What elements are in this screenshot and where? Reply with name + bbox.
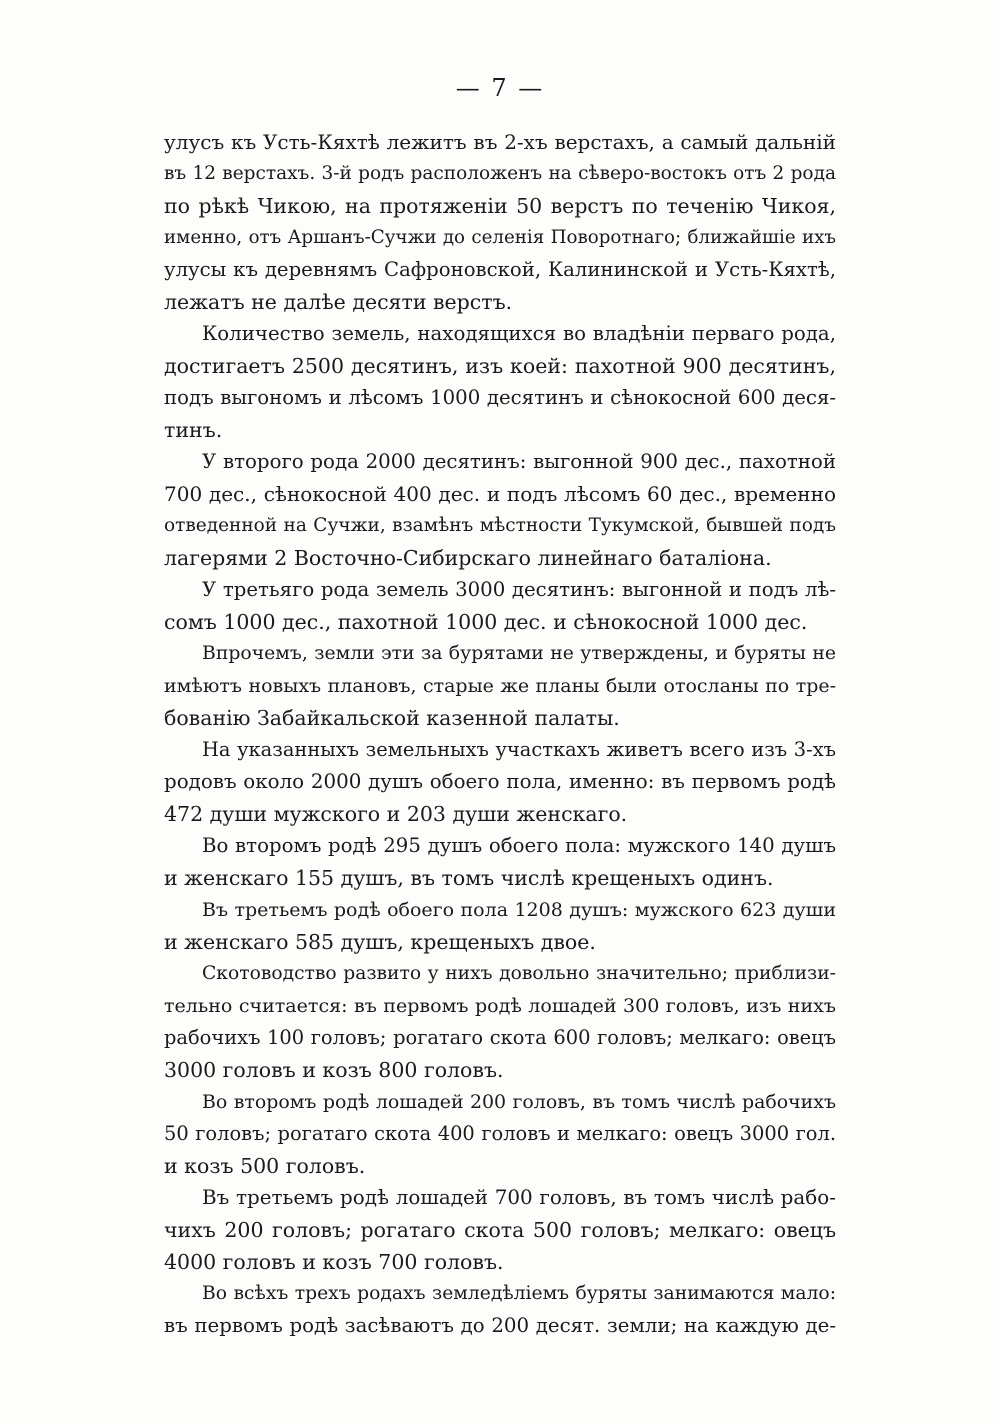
text-line: 50 головъ; рогатаго скота 400 головъ и мелкаго: овецъ 3000 гол. [164,1122,836,1145]
paragraph-9 [164,958,836,1086]
paragraph-5 [164,638,836,734]
text-line: Впрочемъ, земли эти за бурятами не утверждены, и буряты не [202,643,836,664]
text-line: имѣютъ новыхъ плановъ, старые же планы были отосланы по тре- [164,675,836,697]
paragraph-4 [164,574,836,638]
paragraph-3 [164,446,836,574]
paragraph-11 [164,1182,836,1278]
text-line: Въ третьемъ родѣ обоего пола 1208 душъ: мужского 623 души [202,899,836,921]
text-line: лагерями 2 Восточно-Сибирскаго линейнаго баталiона. [164,546,772,570]
text-line: подъ выгономъ и лѣсомъ 1000 десятинъ и сѣнокосной 600 деся- [164,386,836,409]
text-line: сомъ 1000 дес., пахотной 1000 дес. и сѣнокосной 1000 дес. [164,610,808,634]
text-line: именно, отъ Аршанъ-Сучжи до селенiя Поворотнаго; ближайшiе ихъ [164,227,836,248]
text-line: и женскаго 155 душъ, въ томъ числѣ крещеныхъ одинъ. [164,866,774,890]
text-line: Количество земель, находящихся во владѣнiи перваго рода, [202,322,836,345]
text-line: тинъ. [164,418,223,442]
text-line: Скотоводство развито у нихъ довольно значительно; приблизи- [202,963,836,984]
text-line: Во второмъ родѣ 295 душъ обоего пола: мужского 140 душъ [202,834,836,857]
paragraph-6 [164,734,836,830]
text-line: улусы къ деревнямъ Сафроновской, Калининской и Усть-Кяхтѣ, [164,258,836,281]
text-line: 4000 головъ и козъ 700 головъ. [164,1250,504,1274]
text-line: лежатъ не далѣе десяти верстъ. [164,290,513,314]
text-line: и козъ 500 головъ. [164,1154,366,1178]
paragraph-1 [164,126,836,318]
text-line: бованiю Забайкальской казенной палаты. [164,706,620,730]
text-line: рабочихъ 100 головъ; рогатаго скота 600 головъ; мелкаго: овецъ [164,1026,836,1049]
text-line: Во второмъ родѣ лошадей 200 головъ, въ томъ числѣ рабочихъ [202,1091,836,1113]
text-line: 3000 головъ и козъ 800 головъ. [164,1058,504,1082]
paragraph-12 [164,1278,836,1342]
paragraph-7 [164,830,836,894]
text-line: У второго рода 2000 десятинъ: выгонной 900 дес., пахотной [202,450,836,473]
text-line: достигаетъ 2500 десятинъ, изъ коей: пахотной 900 десятинъ, [164,354,836,378]
text-line: въ 12 верстахъ. 3-й родъ расположенъ на сѣверо-востокъ отъ 2 рода [164,163,836,184]
text-line: чихъ 200 головъ; рогатаго скота 500 головъ; мелкаго: овецъ [164,1218,836,1242]
text-line: и женскаго 585 душъ, крещеныхъ двое. [164,930,596,954]
text-line: улусъ къ Усть-Кяхтѣ лежитъ въ 2-хъ верстахъ, а самый дальнiй [164,130,836,154]
text-line: У третьяго рода земель 3000 десятинъ: выгонной и подъ лѣ- [202,578,836,601]
paragraph-8 [164,894,836,958]
page-number: — 7 — [455,74,545,102]
text-line: отведенной на Сучжи, взамѣнъ мѣстности Тукумской, бывшей подъ [164,515,836,536]
text-line: по рѣкѣ Чикою, на протяженiи 50 верстъ по теченiю Чикоя, [164,194,836,218]
text-line: родовъ около 2000 душъ обоего пола, именно: въ первомъ родѣ [164,770,836,793]
paragraph-2 [164,318,836,446]
text-line: Въ третьемъ родѣ лошадей 700 головъ, въ томъ числѣ рабо- [202,1186,836,1209]
text-line: въ первомъ родѣ засѣваютъ до 200 десят. земли; на каждую де- [164,1314,836,1337]
text-line: тельно считается: въ первомъ родѣ лошадей 300 головъ, изъ нихъ [164,995,836,1017]
body-text [164,126,836,1342]
text-line: На указанныхъ земельныхъ участкахъ живетъ всего изъ 3-хъ [202,738,836,761]
text-line: Во всѣхъ трехъ родахъ земледѣлiемъ буряты занимаются мало: [202,1283,836,1304]
paragraph-10 [164,1086,836,1182]
text-line: 472 души мужского и 203 души женскаго. [164,802,628,826]
text-line: 700 дес., сѣнокосной 400 дес. и подъ лѣсомъ 60 дес., временно [164,482,836,506]
